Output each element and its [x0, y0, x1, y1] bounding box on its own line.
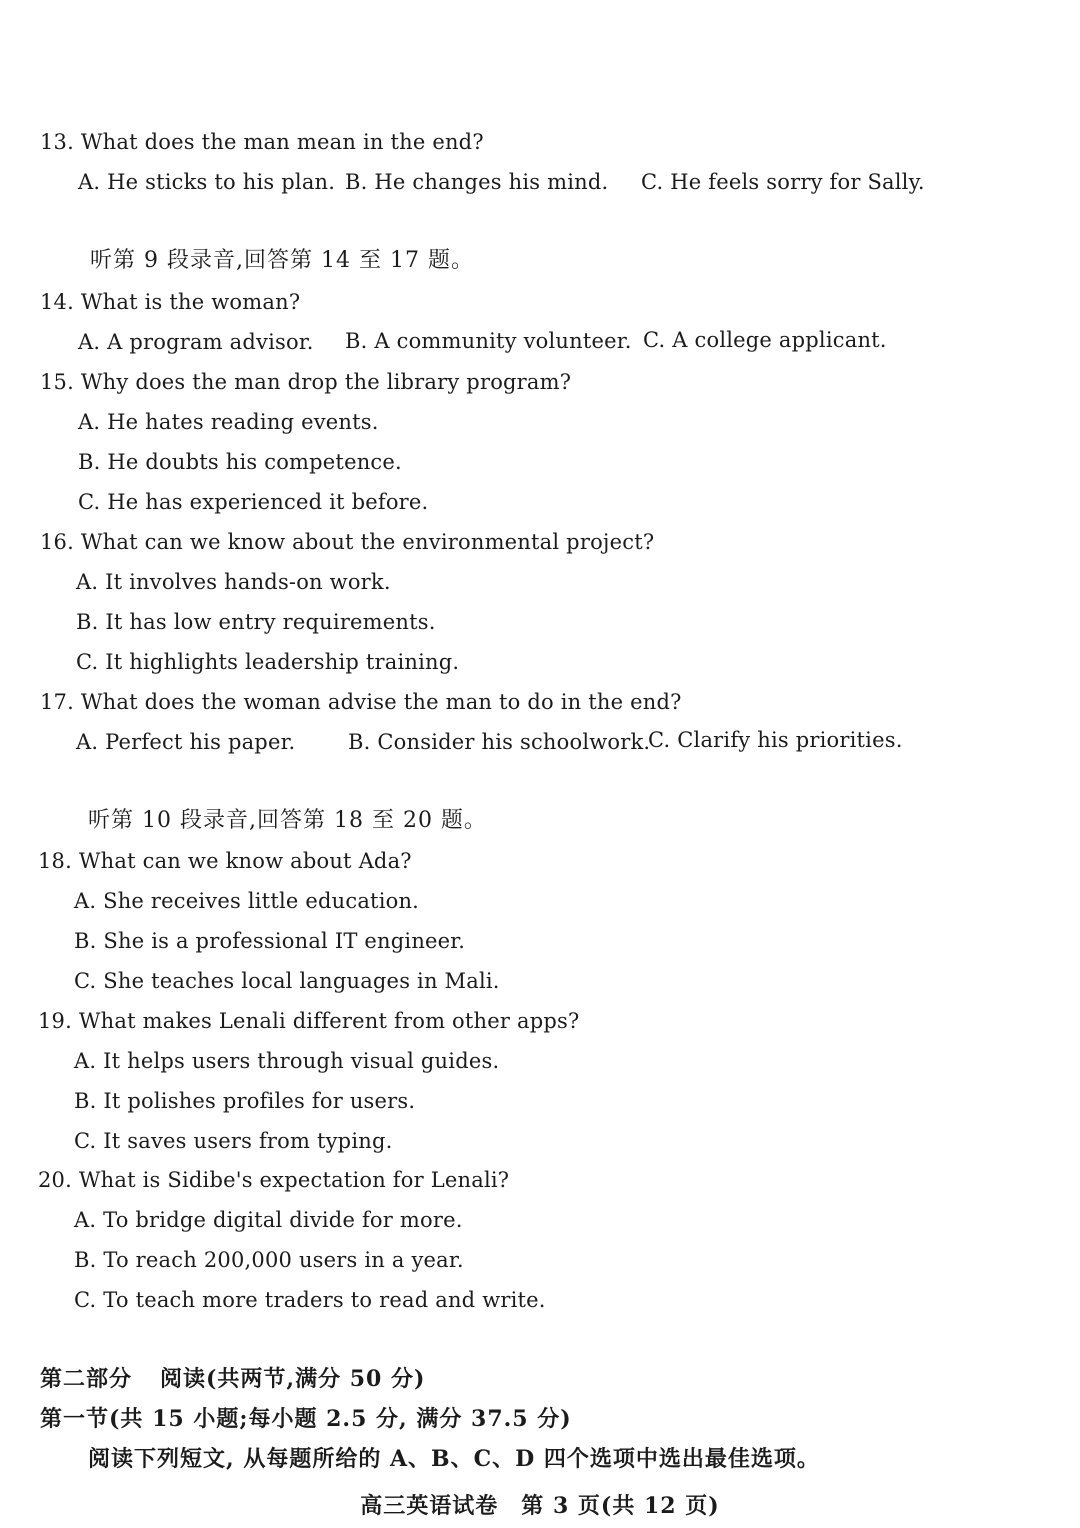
section-10-heading: 听第 10 段录音,回答第 18 至 20 题。	[88, 808, 487, 833]
question-13-option-a: A. He sticks to his plan.	[78, 170, 336, 194]
question-17-option-a: A. Perfect his paper.	[76, 730, 296, 754]
question-14-stem: 14. What is the woman?	[40, 290, 301, 314]
question-20-option-a: A. To bridge digital divide for more.	[74, 1208, 463, 1232]
question-19-stem: 19. What makes Lenali different from other apps?	[38, 1009, 580, 1033]
question-14-option-b: B. A community volunteer.	[345, 329, 632, 353]
question-18-option-a: A. She receives little education.	[74, 889, 420, 913]
question-16-stem: 16. What can we know about the environmental project?	[40, 530, 655, 554]
question-16-option-b: B. It has low entry requirements.	[76, 610, 436, 634]
question-14-option-a: A. A program advisor.	[78, 330, 314, 354]
part-2-section-1-heading: 第一节(共 15 小题;每小题 2.5 分, 满分 37.5 分)	[40, 1406, 572, 1432]
question-16-option-c: C. It highlights leadership training.	[76, 650, 460, 674]
part-2-subtitle: 阅读(共两节,满分 50 分)	[160, 1366, 426, 1392]
page-footer: 高三英语试卷 第 3 页(共 12 页)	[360, 1493, 720, 1519]
question-18-option-b: B. She is a professional IT engineer.	[74, 929, 466, 953]
question-15-option-c: C. He has experienced it before.	[78, 490, 429, 514]
question-15-stem: 15. Why does the man drop the library program?	[40, 370, 572, 394]
question-17-option-b: B. Consider his schoolwork.	[348, 730, 651, 754]
question-17-stem: 17. What does the woman advise the man to do in the end?	[40, 690, 682, 714]
question-19-option-a: A. It helps users through visual guides.	[74, 1049, 500, 1073]
part-2-title: 第二部分	[40, 1366, 133, 1392]
question-15-option-a: A. He hates reading events.	[78, 410, 379, 434]
question-20-option-c: C. To teach more traders to read and write.	[74, 1288, 546, 1312]
question-13-option-c: C. He feels sorry for Sally.	[641, 170, 925, 194]
question-19-option-b: B. It polishes profiles for users.	[74, 1089, 416, 1113]
part-2-instruction: 阅读下列短文, 从每题所给的 A、B、C、D 四个选项中选出最佳选项。	[88, 1446, 820, 1472]
question-17-option-c: C. Clarify his priorities.	[648, 728, 903, 752]
question-14-option-c: C. A college applicant.	[643, 328, 887, 352]
question-18-stem: 18. What can we know about Ada?	[38, 849, 412, 873]
question-16-option-a: A. It involves hands-on work.	[76, 570, 391, 594]
question-20-stem: 20. What is Sidibe's expectation for Lenali?	[38, 1168, 510, 1192]
question-13-option-b: B. He changes his mind.	[345, 170, 609, 194]
section-9-heading: 听第 9 段录音,回答第 14 至 17 题。	[90, 248, 474, 273]
question-15-option-b: B. He doubts his competence.	[78, 450, 402, 474]
question-19-option-c: C. It saves users from typing.	[74, 1129, 393, 1153]
question-18-option-c: C. She teaches local languages in Mali.	[74, 969, 500, 993]
question-20-option-b: B. To reach 200,000 users in a year.	[74, 1248, 464, 1272]
question-13-stem: 13. What does the man mean in the end?	[40, 130, 484, 154]
